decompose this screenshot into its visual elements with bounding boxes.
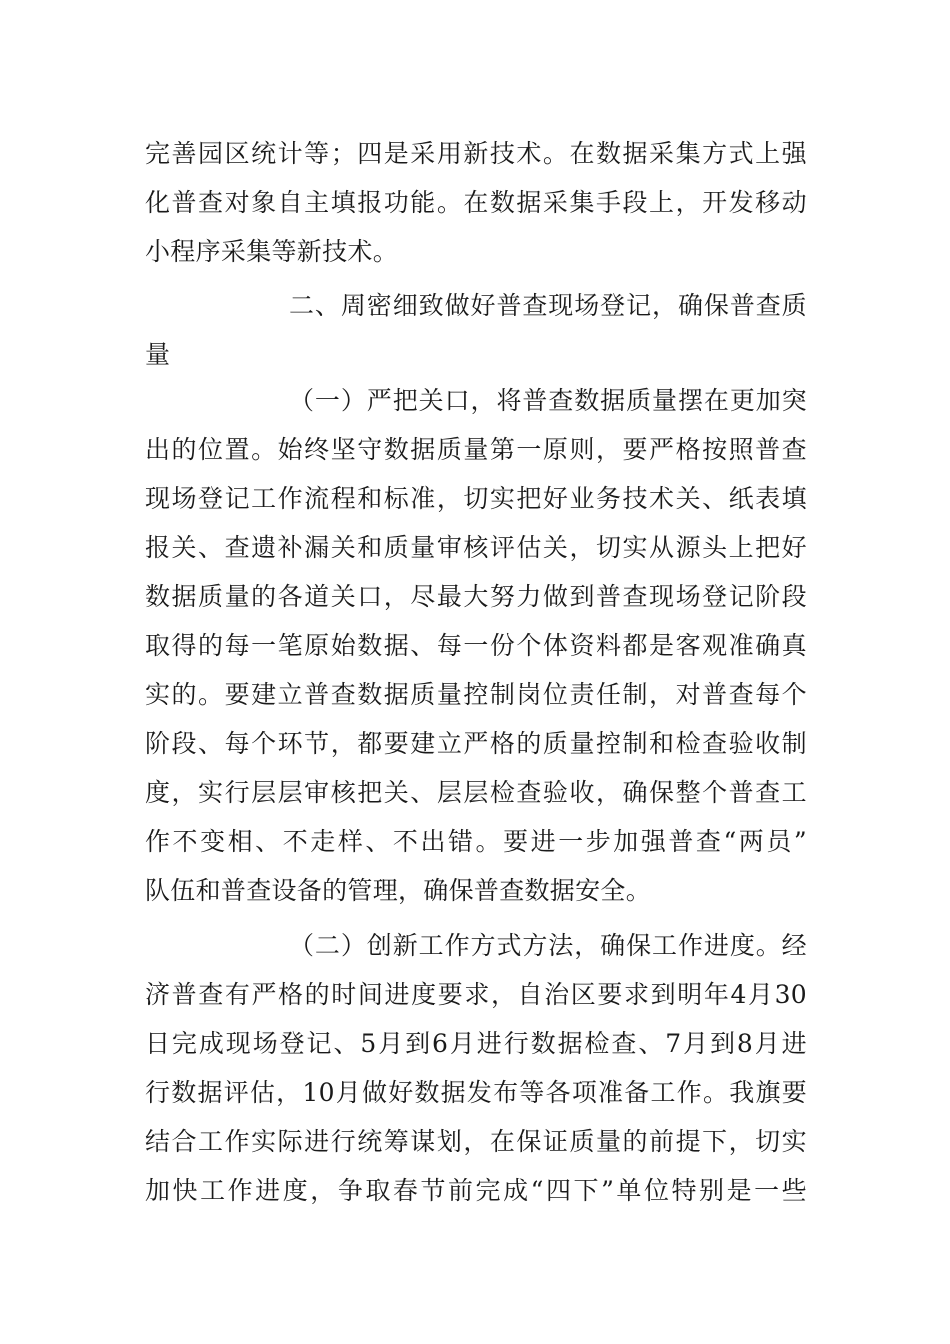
heading-line: 量	[145, 340, 171, 369]
paragraph-strict-quality	[145, 376, 807, 915]
paragraph-innovate-methods	[145, 921, 807, 1215]
text-line: 加快工作进度，争取春节前完成“四下”单位特别是一些	[145, 1176, 807, 1205]
text-line: 作不变相、不走样、不出错。要进一步加强普查“两员”	[145, 827, 807, 856]
text-line: （一）严把关口，将普查数据质量摆在更加突	[289, 386, 807, 415]
text-line: 度，实行层层审核把关、层层检查验收，确保整个普查工	[145, 778, 807, 807]
text-line: 行数据评估，10月做好数据发布等各项准备工作。我旗要	[145, 1078, 807, 1107]
text-line: 报关、查遗补漏关和质量审核评估关，切实从源头上把好	[145, 533, 807, 562]
text-line: 出的位置。始终坚守数据质量第一原则，要严格按照普查	[145, 435, 807, 464]
text-line: 现场登记工作流程和标准，切实把好业务技术关、纸表填	[145, 484, 807, 513]
text-line: 结合工作实际进行统筹谋划，在保证质量的前提下，切实	[145, 1127, 807, 1156]
text-line: （二）创新工作方式方法，确保工作进度。经	[289, 931, 807, 960]
text-line: 化普查对象自主填报功能。在数据采集手段上，开发移动	[145, 188, 807, 217]
text-line: 日完成现场登记、5月到6月进行数据检查、7月到8月进	[145, 1029, 807, 1058]
section-heading-two	[145, 281, 807, 379]
text-line: 数据质量的各道关口，尽最大努力做到普查现场登记阶段	[145, 582, 807, 611]
text-line: 取得的每一笔原始数据、每一份个体资料都是客观准确真	[145, 631, 807, 660]
text-line: 小程序采集等新技术。	[145, 237, 399, 266]
text-line: 实的。要建立普查数据质量控制岗位责任制，对普查每个	[145, 680, 807, 709]
text-line: 队伍和普查设备的管理，确保普查数据安全。	[145, 876, 652, 905]
paragraph-new-technology	[145, 129, 807, 276]
text-line: 济普查有严格的时间进度要求，自治区要求到明年4月30	[145, 980, 807, 1009]
text-line: 完善园区统计等；四是采用新技术。在数据采集方式上强	[145, 139, 807, 168]
text-line: 阶段、每个环节，都要建立严格的质量控制和检查验收制	[145, 729, 807, 758]
heading-line: 二、周密细致做好普查现场登记，确保普查质	[289, 291, 807, 320]
